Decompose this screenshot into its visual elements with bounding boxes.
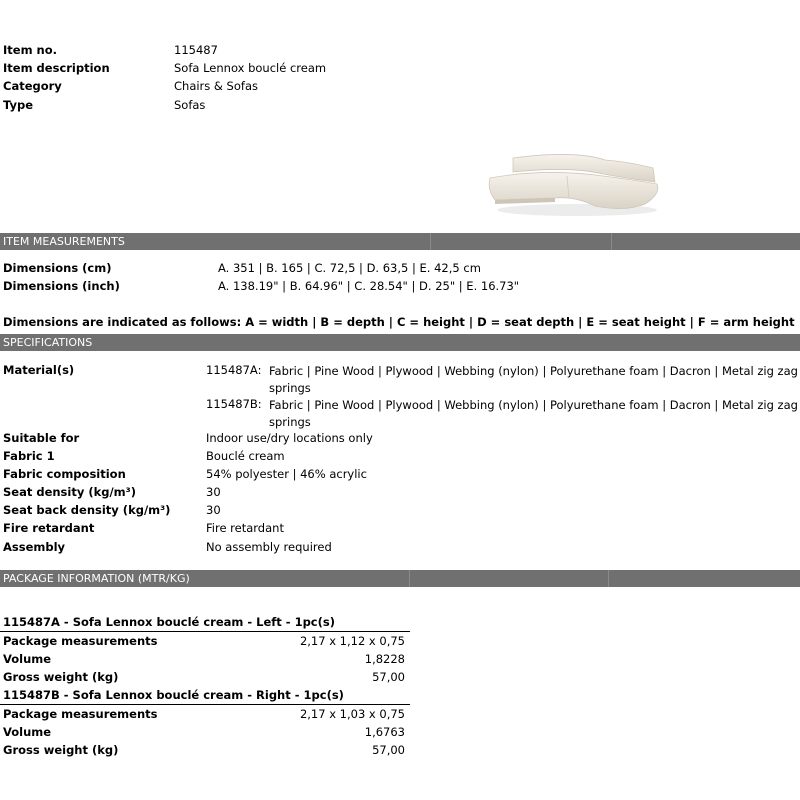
dimensions-inch-label: Dimensions (inch) (3, 279, 120, 293)
suitable-for-value: Indoor use/dry locations only (206, 431, 373, 445)
seat-back-density-value: 30 (206, 503, 221, 517)
package-a-volume-label: Volume (3, 652, 52, 666)
package-a-volume-value: 1,8228 (364, 652, 405, 666)
package-a-heading: 115487A - Sofa Lennox bouclé cream - Left - 1pc(s) (3, 615, 335, 629)
assembly-value: No assembly required (206, 540, 332, 554)
sofa-product-image (485, 150, 665, 220)
dimensions-legend-note: Dimensions are indicated as follows: A = width | B = depth | C = height | D = seat depth | E = seat height | F = arm height (3, 315, 795, 329)
material-code-b: 115487B: (206, 397, 262, 411)
dimensions-cm-value: A. 351 | B. 165 | C. 72,5 | D. 63,5 | E. 42,5 cm (218, 261, 481, 275)
package-information-header (0, 570, 800, 587)
package-b-weight-label: Gross weight (kg) (3, 743, 119, 757)
item-no-label: Item no. (3, 43, 58, 57)
package-a-weight-label: Gross weight (kg) (3, 670, 119, 684)
package-b-measurements-label: Package measurements (3, 707, 158, 721)
bar-divider (608, 570, 609, 587)
category-value: Chairs & Sofas (174, 79, 258, 93)
item-measurements-header (0, 233, 800, 250)
material-value-b: Fabric | Pine Wood | Plywood | Webbing (nylon) | Polyurethane foam | Dacron | Metal zig zag springs (269, 398, 798, 429)
fabric-1-value: Bouclé cream (206, 449, 285, 463)
type-label: Type (3, 98, 34, 112)
fabric-composition-label: Fabric composition (3, 467, 126, 481)
item-description-label: Item description (3, 61, 110, 75)
item-no-value: 115487 (174, 43, 218, 57)
specifications-header (0, 334, 800, 351)
fabric-1-label: Fabric 1 (3, 449, 55, 463)
seat-density-label: Seat density (kg/m³) (3, 485, 136, 499)
seat-density-value: 30 (206, 485, 221, 499)
package-information-title: PACKAGE INFORMATION (MTR/KG) (3, 572, 190, 585)
material-code-a: 115487A: (206, 363, 262, 377)
fabric-composition-value: 54% polyester | 46% acrylic (206, 467, 367, 481)
seat-back-density-label: Seat back density (kg/m³) (3, 503, 171, 517)
package-b-rule (0, 704, 410, 705)
materials-label: Material(s) (3, 363, 75, 377)
package-a-measurements-value: 2,17 x 1,12 x 0,75 (299, 634, 405, 648)
package-b-heading: 115487B - Sofa Lennox bouclé cream - Right - 1pc(s) (3, 688, 344, 702)
package-b-volume-value: 1,6763 (364, 725, 405, 739)
fire-retardant-value: Fire retardant (206, 521, 284, 535)
material-value-a: Fabric | Pine Wood | Plywood | Webbing (nylon) | Polyurethane foam | Dacron | Metal zig zag springs (269, 364, 798, 395)
specifications-title: SPECIFICATIONS (3, 336, 93, 349)
package-a-measurements-label: Package measurements (3, 634, 158, 648)
suitable-for-label: Suitable for (3, 431, 80, 445)
item-measurements-title: ITEM MEASUREMENTS (3, 235, 125, 248)
bar-divider (611, 233, 612, 250)
bar-divider (430, 233, 431, 250)
package-a-rule (0, 631, 410, 632)
package-b-weight-value: 57,00 (372, 743, 405, 757)
item-description-value: Sofa Lennox bouclé cream (174, 61, 327, 75)
assembly-label: Assembly (3, 540, 66, 554)
bar-divider (409, 570, 410, 587)
package-a-weight-value: 57,00 (372, 670, 405, 684)
package-b-volume-label: Volume (3, 725, 52, 739)
category-label: Category (3, 79, 62, 93)
type-value: Sofas (174, 98, 206, 112)
fire-retardant-label: Fire retardant (3, 521, 95, 535)
dimensions-cm-label: Dimensions (cm) (3, 261, 112, 275)
dimensions-inch-value: A. 138.19" | B. 64.96" | C. 28.54" | D. 25" | E. 16.73" (218, 279, 520, 293)
package-b-measurements-value: 2,17 x 1,03 x 0,75 (299, 707, 405, 721)
